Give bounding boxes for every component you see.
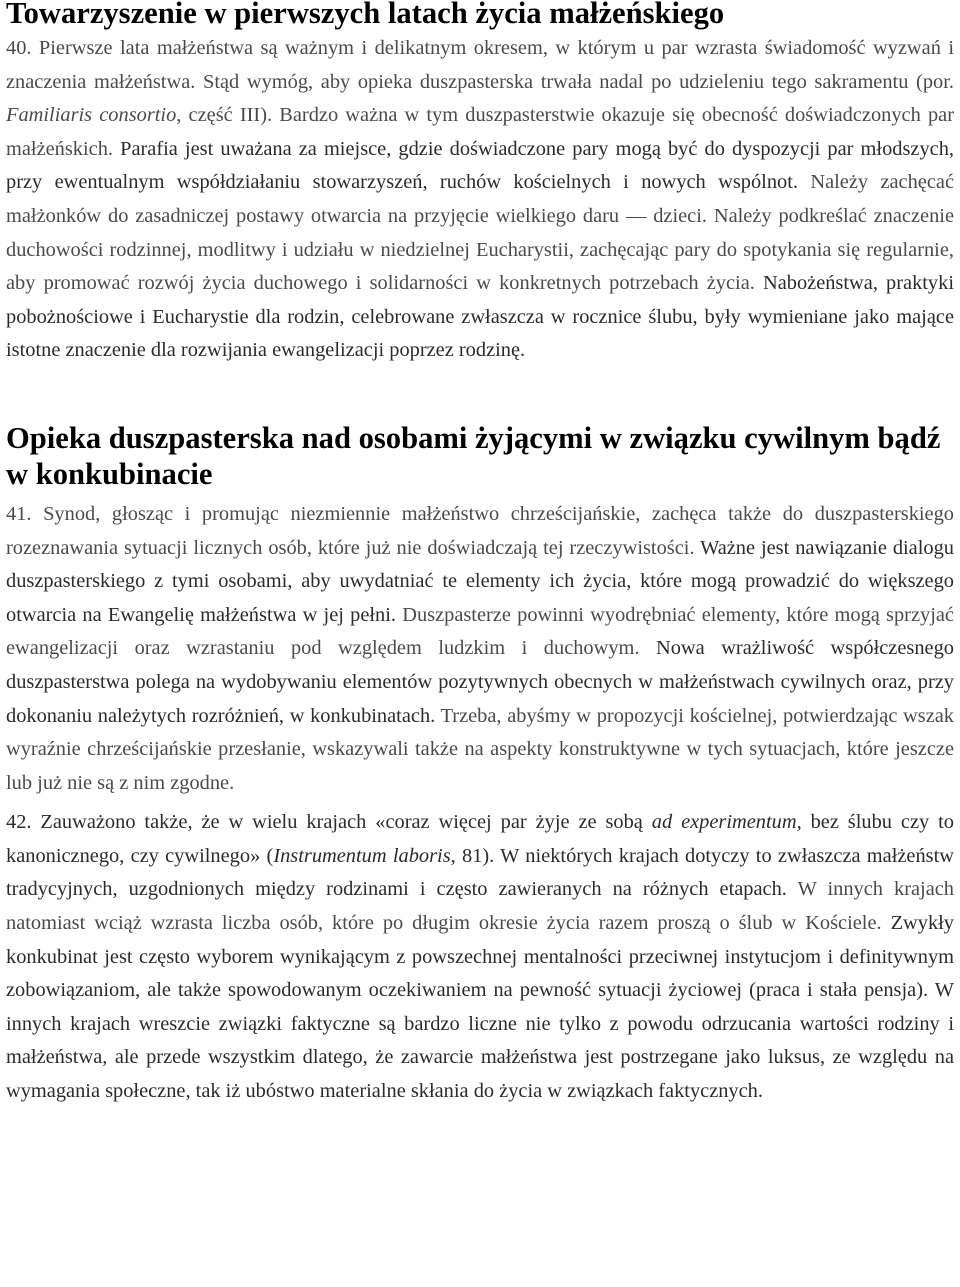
paragraph-40 (6, 32, 954, 368)
paragraph-42-sentence-2: W niektórych krajach dotyczy to zwłaszcza małżeństw tradycyjnych, uzgodnionych między rodzinami i często zawieranych na różnych etapach. (6, 844, 954, 901)
section-heading-first-years: Towarzyszenie w pierwszych latach życia małżeńskiego (6, 0, 725, 30)
paragraph-42-sentence-3: W innych krajach natomiast wciąż wzrasta liczba osób, które po długim okresie życia razem proszą o ślub w Kościele. (6, 878, 954, 935)
paragraph-42-sentence-4: Zwykły konkubinat jest często wyborem wynikającym z powszechnej mentalności przeciwnej instytucjom i definitywnym zobowiązaniom, ale także spowodowanym oczekiwaniem na pewność sytuacji życiowej (praca i stała pensja). (6, 912, 955, 1002)
section-heading-civil-unions: Opieka duszpasterska nad osobami żyjącymi w związku cywilnym bądź w konkubinacie (6, 420, 941, 491)
paragraph-40-sentence-4: Należy zachęcać małżonków do zasadniczej postawy otwarcia na przyjęcie wielkiego daru — dzieci. Należy podkreślać znaczenie duchowości rodzinnej, modlitwy i udziału w niedzielnej Eucharystii, zachęcając pary do spotykania się regularnie, aby promować rozwój życia duchowego i solidarności w konkretnych potrzebach życia. (6, 171, 954, 295)
paragraph-41-sentence-2: Ważne jest nawiązanie dialogu duszpasterskiego z tymi osobami, aby uwydatniać te elementy ich życia, które mogą prowadzić do większego otwarcia na Ewangelię małżeństwa w jej pełni. (6, 536, 954, 626)
paragraph-41-sentence-1: 41. Synod, głosząc i promując niezmiennie małżeństwo chrześcijańskie, zachęca także do duszpasterskiego rozeznawania sytuacji licznych osób, które już nie doświadczają tej rzeczywistości. (6, 502, 954, 559)
paragraph-40-sentence-5: Nabożeństwa, praktyki pobożnościowe i Eucharystie dla rodzin, celebrowane zwłaszcza w rocznice ślubu, były wymieniane jako mające istotne znaczenie dla rozwijania ewangelizacji poprzez rodzinę. (6, 272, 954, 362)
citation-familiaris-consortio: Familiaris consortio (6, 104, 177, 127)
paragraph-41-sentence-4: Nowa wrażliwość współczesnego duszpasterstwa polega na wydobywaniu elementów pozytywnych obecnych w małżeństwach cywilnych oraz, przy dokonaniu należytych rozróżnień, w konkubinatach. (6, 637, 954, 727)
phrase-ad-experimentum: ad experimentum (651, 811, 797, 834)
paragraph-40-citation-end: , część III). (176, 104, 273, 127)
paragraph-41-sentence-5: Trzeba, abyśmy w propozycji kościelnej, potwierdzając wszak wyraźnie chrześcijańskie przesłanie, wskazywali także na aspekty konstruktywne w tych sytuacjach, które jeszcze lub już nie są z nim zgodne. (6, 704, 955, 794)
paragraph-42 (6, 806, 954, 1108)
paragraph-40-sentence-2: Bardzo ważna w tym duszpasterstwie okazuje się obecność doświadczonych par małżeńskich. (6, 104, 954, 160)
paragraph-42-sentence-1a: 42. Zauważono także, że w wielu krajach «coraz więcej par żyje ze sobą (6, 811, 652, 834)
citation-instrumentum-laboris: Instrumentum laboris (273, 844, 451, 867)
paragraph-40-sentence-3: Parafia jest uważana za miejsce, gdzie doświadczone pary mogą być do dyspozycji par młodszych, przy ewentualnym współdziałaniu stowarzyszeń, ruchów kościelnych i nowych wspólnot. (6, 137, 954, 194)
paragraph-42-sentence-1b: , bez ślubu czy to kanonicznego, czy cywilnego» ( (6, 811, 954, 867)
paragraph-42-sentence-5: W innych krajach wreszcie związki faktyczne są bardzo liczne nie tylko z powodu odrzucania wartości rodziny i małżeństwa, ale przede wszystkim dlatego, że zawarcie małżeństwa jest postrzegane jako luksus, ze względu na wymagania społeczne, tak iż ubóstwo materialne skłania do życia w związkach faktycznych. (6, 979, 954, 1103)
paragraph-41-sentence-3: Duszpasterze powinni wyodrębniać elementy, które mogą sprzyjać ewangelizacji oraz wzrastaniu pod względem ludzkim i duchowym. (6, 603, 954, 660)
paragraph-40-sentence-1: 40. Pierwsze lata małżeństwa są ważnym i delikatnym okresem, w którym u par wzrasta świadomość wyzwań i znaczenia małżeństwa. Stąd wymóg, aby opieka duszpasterska trwała nadal po udzieleniu tego sakramentu (por. (6, 37, 954, 93)
paragraph-41 (6, 498, 954, 800)
paragraph-42-sentence-1c: , 81). (450, 844, 495, 867)
